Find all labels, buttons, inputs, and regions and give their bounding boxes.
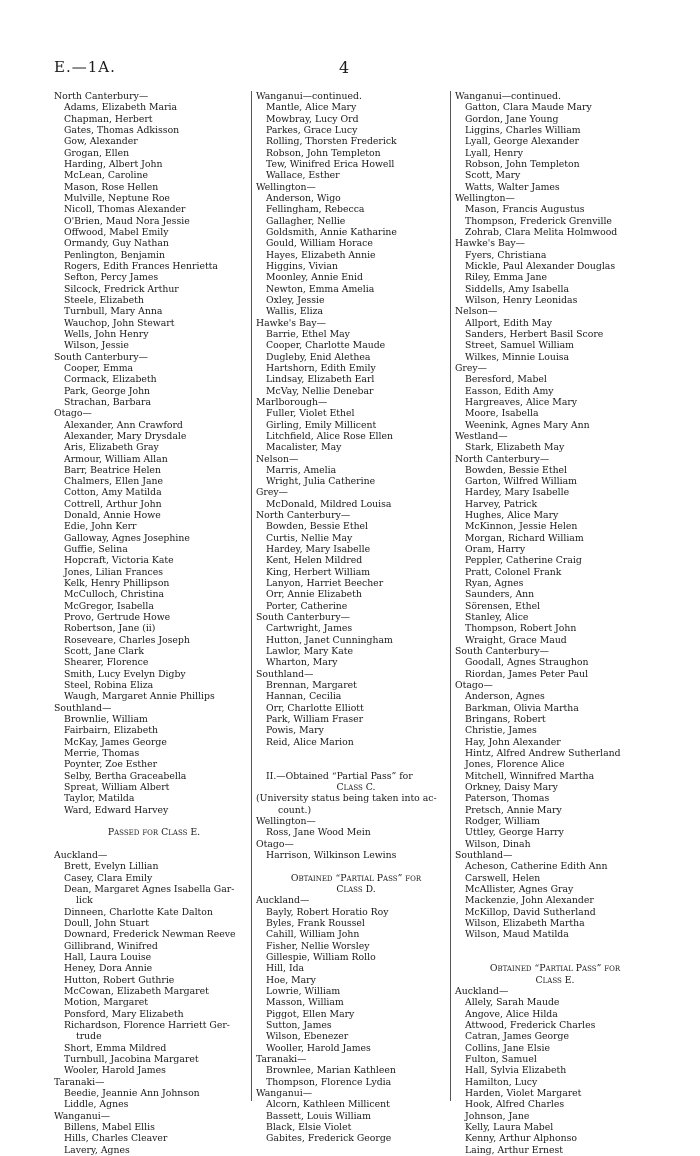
list-entry: Black, Elsie Violet <box>266 1121 352 1133</box>
list-entry: II.—Obtained “Partial Pass” for <box>266 770 413 782</box>
list-entry: Allely, Sarah Maude <box>465 997 560 1009</box>
list-entry: Beresford, Mabel <box>465 374 547 386</box>
list-entry: Watts, Walter James <box>465 181 560 193</box>
region-heading: South Canterbury— <box>256 612 350 624</box>
list-entry: Taylor, Matilda <box>64 793 135 805</box>
list-entry: Dugleby, Enid Alethea <box>266 351 371 363</box>
list-entry: Alexander, Mary Drysdale <box>64 430 187 442</box>
list-entry: Harden, Violet Margaret <box>465 1087 582 1099</box>
list-entry: Smith, Lucy Evelyn Digby <box>64 668 186 680</box>
list-entry: Thompson, Frederick Grenville <box>465 215 612 227</box>
region-heading: Otago— <box>455 680 493 692</box>
list-entry: Wilson, Elizabeth Martha <box>465 917 585 929</box>
list-entry: Peppler, Catherine Craig <box>465 555 582 567</box>
list-entry: Brownlie, William <box>64 714 148 726</box>
list-entry: Hutton, Robert Guthrie <box>64 974 175 986</box>
list-entry: Brownlee, Marian Kathleen <box>266 1065 396 1077</box>
region-heading: North Canterbury— <box>54 91 149 102</box>
list-entry: Silcock, Fredrick Arthur <box>64 283 179 295</box>
list-entry: Thompson, Florence Lydia <box>266 1076 392 1088</box>
list-entry: Brennan, Margaret <box>266 680 357 692</box>
list-entry: Sanders, Herbert Basil Score <box>465 328 604 340</box>
list-entry: Wooller, Harold James <box>266 1042 371 1054</box>
region-heading: Wanganui— <box>54 1110 111 1122</box>
list-entry: Hills, Charles Cleaver <box>64 1133 168 1145</box>
list-entry: King, Herbert William <box>266 566 371 578</box>
list-entry: Mitchell, Winnifred Martha <box>465 770 595 782</box>
list-entry: Piggot, Ellen Mary <box>266 1008 355 1020</box>
region-heading: South Canterbury— <box>455 646 549 658</box>
list-entry: McKillop, David Sutherland <box>465 906 596 918</box>
list-entry: Riordan, James Peter Paul <box>465 668 589 680</box>
list-entry: Downard, Frederick Newman Reeve <box>64 929 236 941</box>
section-heading: Obtained “Partial Pass” for <box>290 872 422 884</box>
region-heading: Taranaki— <box>54 1076 105 1088</box>
list-entry: Siddells, Amy Isabella <box>465 283 570 295</box>
region-heading: Southland— <box>256 668 314 680</box>
region-heading: Otago— <box>54 408 92 420</box>
list-entry: Chalmers, Ellen Jane <box>64 476 163 488</box>
list-entry: Steel, Robina Eliza <box>64 680 154 692</box>
list-entry: Orkney, Daisy Mary <box>465 782 558 794</box>
list-entry: Merrie, Thomas <box>64 748 140 760</box>
list-entry: Strachan, Barbara <box>64 396 152 408</box>
list-entry: Barkman, Olivia Martha <box>465 702 579 714</box>
list-entry: Gordon, Jane Young <box>465 113 559 125</box>
list-entry: Casey, Clara Emily <box>64 872 153 884</box>
list-entry: Anderson, Wigo <box>266 192 341 204</box>
list-entry: Shearer, Florence <box>64 657 149 669</box>
list-entry: Alexander, Ann Crawford <box>64 419 183 431</box>
list-entry: Mason, Francis Augustus <box>465 204 585 216</box>
list-entry: Wauchop, John Stewart <box>64 317 175 329</box>
list-entry: McVay, Nellie Denebar <box>266 385 374 397</box>
list-entry: O'Brien, Maud Nora Jessie <box>64 215 190 227</box>
list-entry: Ross, Jane Wood Mein <box>266 827 371 839</box>
column-middle <box>251 91 446 1145</box>
list-entry: Mickle, Paul Alexander Douglas <box>465 260 616 272</box>
list-entry: Cooper, Emma <box>64 362 134 374</box>
list-entry: Turnbull, Jacobina Margaret <box>64 1053 199 1065</box>
list-entry: Ryan, Agnes <box>465 578 524 590</box>
list-entry: Tew, Winifred Erica Howell <box>266 158 395 170</box>
list-entry: Sutton, James <box>266 1019 332 1031</box>
spacer <box>455 941 645 952</box>
list-entry: Park, William Fraser <box>266 714 364 726</box>
list-entry: Pratt, Colonel Frank <box>465 566 562 578</box>
list-entry: Harrison, Wilkinson Lewins <box>266 849 397 861</box>
list-entry-continuation: trude <box>76 1031 102 1043</box>
list-entry: Poynter, Zoe Esther <box>64 759 158 771</box>
list-entry: Selby, Bertha Graceabella <box>64 770 187 782</box>
list-entry: Richardson, Florence Harriett Ger- <box>64 1019 230 1031</box>
list-entry: Moore, Isabella <box>465 408 539 420</box>
list-entry: Donald, Annie Howe <box>64 510 161 522</box>
list-entry: Adams, Elizabeth Maria <box>64 102 178 114</box>
list-entry: Gabites, Frederick George <box>266 1133 392 1145</box>
list-entry: Turnbull, Mary Anna <box>64 306 163 318</box>
list-entry: Mantle, Alice Mary <box>266 102 357 114</box>
list-entry: Stark, Elizabeth May <box>465 442 565 454</box>
spacer <box>54 816 244 827</box>
list-entry: Mulville, Neptune Roe <box>64 192 170 204</box>
list-entry: Zohrab, Clara Melita Holmwood <box>465 226 618 238</box>
region-heading: Auckland— <box>256 895 310 907</box>
list-entry: Reid, Alice Marion <box>266 736 354 748</box>
list-entry: Wallace, Esther <box>266 170 340 182</box>
list-entry: Fulton, Samuel <box>465 1053 537 1065</box>
list-entry: Macalister, May <box>266 442 342 454</box>
section-heading: Class D. <box>336 883 376 895</box>
list-entry: Beedie, Jeannie Ann Johnson <box>64 1087 200 1099</box>
spacer <box>455 952 645 963</box>
list-entry: Stanley, Alice <box>465 612 529 624</box>
list-entry: McCowan, Elizabeth Margaret <box>64 985 209 997</box>
list-entry: Armour, William Allan <box>64 453 168 465</box>
list-entry: Wilson, Maud Matilda <box>465 929 569 941</box>
list-entry: McCulloch, Christina <box>64 589 165 601</box>
region-heading: Southland— <box>455 849 513 861</box>
list-entry: Fuller, Violet Ethel <box>266 408 355 420</box>
list-entry: Bayly, Robert Horatio Roy <box>266 906 389 918</box>
list-entry: Easson, Edith Amy <box>465 385 554 397</box>
list-entry: Oxley, Jessie <box>266 294 325 306</box>
list-entry: Edie, John Kerr <box>64 521 137 533</box>
list-entry: Wallis, Eliza <box>266 306 324 318</box>
list-entry: Robson, John Templeton <box>465 158 580 170</box>
list-entry: Hardey, Mary Isabelle <box>465 487 570 499</box>
list-entry: Harvey, Patrick <box>465 498 538 510</box>
spacer <box>54 839 244 850</box>
region-heading: South Canterbury— <box>54 351 148 363</box>
list-entry: Bowden, Bessie Ethel <box>266 521 369 533</box>
list-entry: Oram, Harry <box>465 544 526 556</box>
list-entry: Mowbray, Lucy Ord <box>266 113 359 125</box>
list-entry: Scott, Jane Clark <box>64 646 144 658</box>
list-entry: Sörensen, Ethel <box>465 600 541 612</box>
list-entry: Fellingham, Rebecca <box>266 204 365 216</box>
list-entry: Alcorn, Kathleen Millicent <box>266 1099 390 1111</box>
list-entry: Mason, Rose Hellen <box>64 181 159 193</box>
list-entry: Gillibrand, Winifred <box>64 940 158 952</box>
list-entry: Fisher, Nellie Worsley <box>266 940 370 952</box>
list-entry: Wilson, Dinah <box>465 838 531 850</box>
list-entry: Hartshorn, Edith Emily <box>266 362 376 374</box>
list-entry: Angove, Alice Hilda <box>465 1008 558 1020</box>
section-heading: Class E. <box>535 974 575 986</box>
list-entry: Barrie, Ethel May <box>266 328 350 340</box>
list-entry: Fairbairn, Elizabeth <box>64 725 158 737</box>
list-entry: Parkes, Grace Lucy <box>266 124 358 136</box>
list-entry: Guffie, Selina <box>64 544 128 556</box>
list-entry: Harding, Albert John <box>64 158 163 170</box>
list-entry: Hook, Alfred Charles <box>465 1099 565 1111</box>
list-entry: Acheson, Catherine Edith Ann <box>465 861 608 873</box>
column-left <box>54 91 244 1156</box>
list-entry: Lowrie, William <box>266 985 341 997</box>
list-entry: Brett, Evelyn Lillian <box>64 861 159 873</box>
list-entry: Steele, Elizabeth <box>64 294 144 306</box>
list-entry: Lyall, Henry <box>465 147 523 159</box>
list-entry: Litchfield, Alice Rose Ellen <box>266 430 393 442</box>
list-entry: Cartwright, James <box>266 623 353 635</box>
list-entry: Goodall, Agnes Straughon <box>465 657 589 669</box>
list-entry: McKay, James George <box>64 736 167 748</box>
list-entry: Garton, Wilfred William <box>465 476 577 488</box>
list-entry: Kenny, Arthur Alphonso <box>465 1133 577 1145</box>
document-reference: E.—1A. <box>54 58 116 76</box>
list-entry: Riley, Emma Jane <box>465 272 548 284</box>
page-number: 4 <box>339 58 350 77</box>
list-entry: Lawlor, Mary Kate <box>266 646 354 658</box>
list-entry: Sefton, Percy James <box>64 272 159 284</box>
list-entry: Wilson, Jessie <box>64 340 129 352</box>
spacer <box>256 748 446 759</box>
list-entry: Cooper, Charlotte Maude <box>266 340 386 352</box>
list-entry: Kelk, Henry Phillipson <box>64 578 170 590</box>
list-entry: Wharton, Mary <box>266 657 338 669</box>
list-entry: McKinnon, Jessie Helen <box>465 521 578 533</box>
list-entry: Nicoll, Thomas Alexander <box>64 204 186 216</box>
list-entry: McAllister, Agnes Gray <box>465 883 574 895</box>
list-entry: Mackenzie, John Alexander <box>465 895 594 907</box>
list-entry: Jones, Lilian Frances <box>64 566 163 578</box>
list-entry: Marris, Amelia <box>266 464 337 476</box>
list-entry: Hamilton, Lucy <box>465 1076 538 1088</box>
region-heading: North Canterbury— <box>455 453 550 465</box>
region-heading: Wanganui—continued. <box>256 91 362 102</box>
list-entry: Curtis, Nellie May <box>266 532 353 544</box>
list-entry: Wells, John Henry <box>64 328 149 340</box>
list-entry: Kent, Helen Mildred <box>266 555 363 567</box>
region-heading: Wellington— <box>256 181 316 193</box>
list-entry: Robertson, Jane (ii) <box>64 623 156 635</box>
list-entry: Anderson, Agnes <box>465 691 545 703</box>
list-entry: Penlington, Benjamin <box>64 249 165 261</box>
list-entry: Lindsay, Elizabeth Earl <box>266 374 375 386</box>
list-entry: Doull, John Stuart <box>64 917 149 929</box>
list-entry: Catran, James George <box>465 1031 570 1043</box>
region-heading: Taranaki— <box>256 1053 307 1065</box>
list-entry: Gates, Thomas Adkisson <box>64 124 180 136</box>
list-entry: Lyall, George Alexander <box>465 136 579 148</box>
list-entry: Waugh, Margaret Annie Phillips <box>64 691 215 703</box>
list-entry: Ward, Edward Harvey <box>64 804 169 816</box>
list-entry: Hintz, Alfred Andrew Sutherland <box>465 748 621 760</box>
spacer <box>256 861 446 872</box>
list-entry: Kelly, Laura Mabel <box>465 1121 554 1133</box>
list-entry: Hill, Ida <box>266 963 305 975</box>
region-heading: Wellington— <box>256 816 316 827</box>
list-entry: Cottrell, Arthur John <box>64 498 162 510</box>
list-entry: Carswell, Helen <box>465 872 541 884</box>
region-heading: Nelson— <box>256 453 299 465</box>
list-entry: Lavery, Agnes <box>64 1144 130 1156</box>
list-entry: Hardey, Mary Isabelle <box>266 544 371 556</box>
list-entry: Hughes, Alice Mary <box>465 510 559 522</box>
list-entry: Dean, Margaret Agnes Isabella Gar- <box>64 883 235 895</box>
list-entry: Hopcraft, Victoria Kate <box>64 555 174 567</box>
column-right <box>450 91 645 1156</box>
list-entry: Ormandy, Guy Nathan <box>64 238 169 250</box>
list-entry: Roseveare, Charles Joseph <box>64 634 190 646</box>
region-heading: Hawke's Bay— <box>455 238 525 250</box>
list-entry: Grogan, Ellen <box>64 147 130 159</box>
list-entry: Park, George John <box>64 385 151 397</box>
section-heading: Class C. <box>336 782 376 794</box>
spacer <box>256 759 446 770</box>
list-entry: Rogers, Edith Frances Henrietta <box>64 260 218 272</box>
list-entry: Chapman, Herbert <box>64 113 153 125</box>
list-entry: Rolling, Thorsten Frederick <box>266 136 397 148</box>
list-entry: Wraight, Grace Maud <box>465 634 567 646</box>
list-entry-continuation: lick <box>76 895 93 907</box>
list-entry: Street, Samuel William <box>465 340 574 352</box>
list-entry: Thompson, Robert John <box>465 623 577 635</box>
list-entry: Morgan, Richard William <box>465 532 584 544</box>
list-entry: Short, Emma Mildred <box>64 1042 167 1054</box>
list-entry: Hannan, Cecilia <box>266 691 342 703</box>
section-heading: Obtained “Partial Pass” for <box>489 963 621 975</box>
list-entry: Girling, Emily Millicent <box>266 419 377 431</box>
list-entry: Gould, William Horace <box>266 238 373 250</box>
list-entry: Higgins, Vivian <box>266 260 338 272</box>
list-entry: Newton, Emma Amelia <box>266 283 375 295</box>
list-entry: Bringans, Robert <box>465 714 546 726</box>
list-entry: Liggins, Charles William <box>465 124 581 136</box>
list-entry: Orr, Charlotte Elliott <box>266 702 364 714</box>
region-heading: Nelson— <box>455 306 498 318</box>
list-entry: Wright, Julia Catherine <box>266 476 376 488</box>
list-entry: Moonley, Annie Enid <box>266 272 363 284</box>
region-heading: Westland— <box>455 430 508 442</box>
list-entry: Wooler, Harold James <box>64 1065 166 1077</box>
list-entry: Ponsford, Mary Elizabeth <box>64 1008 184 1020</box>
list-entry: Hoe, Mary <box>266 974 316 986</box>
list-entry: Gallagher, Nellie <box>266 215 346 227</box>
list-entry: Bassett, Louis William <box>266 1110 371 1122</box>
page-header <box>54 58 654 80</box>
list-entry: Porter, Catherine <box>266 600 348 612</box>
list-entry: Spreat, William Albert <box>64 782 170 794</box>
list-entry: Wilkes, Minnie Louisa <box>465 351 570 363</box>
region-heading: Auckland— <box>455 985 509 997</box>
list-entry: Byles, Frank Roussel <box>266 917 365 929</box>
region-heading: Wanganui— <box>256 1087 313 1099</box>
region-heading: Southland— <box>54 702 112 714</box>
region-heading: Otago— <box>256 838 294 850</box>
list-entry: Powis, Mary <box>266 725 324 737</box>
list-entry: Barr, Beatrice Helen <box>64 464 161 476</box>
list-entry: Johnson, Jane <box>465 1110 530 1122</box>
list-entry: Scott, Mary <box>465 170 521 182</box>
list-entry: Gillespie, William Rollo <box>266 951 376 963</box>
list-entry: Cotton, Amy Matilda <box>64 487 162 499</box>
list-entry: Wilson, Henry Leonidas <box>465 294 578 306</box>
region-heading: Wellington— <box>455 192 515 204</box>
list-entry: Robson, John Templeton <box>266 147 381 159</box>
list-entry: Saunders, Ann <box>465 589 535 601</box>
list-entry: Offwood, Mabel Emily <box>64 226 169 238</box>
section-note: (University status being taken into ac- <box>256 793 437 805</box>
region-heading: Grey— <box>455 362 487 374</box>
list-entry: Goldsmith, Annie Katharine <box>266 226 397 238</box>
list-entry: Provo, Gertrude Howe <box>64 612 171 624</box>
list-entry: Wilson, Ebenezer <box>266 1031 349 1043</box>
list-entry: Hutton, Janet Cunningham <box>266 634 393 646</box>
list-entry: Weenink, Agnes Mary Ann <box>465 419 590 431</box>
list-entry: Hay, John Alexander <box>465 736 561 748</box>
region-heading: Wanganui—continued. <box>455 91 561 102</box>
list-entry: Gow, Alexander <box>64 136 138 148</box>
list-entry: Dinneen, Charlotte Kate Dalton <box>64 906 213 918</box>
region-heading: North Canterbury— <box>256 510 351 522</box>
list-entry: Attwood, Frederick Charles <box>465 1019 596 1031</box>
list-entry: Bowden, Bessie Ethel <box>465 464 568 476</box>
list-entry: McGregor, Isabella <box>64 600 154 612</box>
list-entry: Pretsch, Annie Mary <box>465 804 562 816</box>
list-entry: Heney, Dora Annie <box>64 963 153 975</box>
list-entry: Cahill, William John <box>266 929 360 941</box>
list-entry: Paterson, Thomas <box>465 793 550 805</box>
list-entry: Masson, William <box>266 997 344 1009</box>
region-heading: Grey— <box>256 487 288 499</box>
list-entry: Christie, James <box>465 725 537 737</box>
list-entry: Fyers, Christiana <box>465 249 547 261</box>
list-entry: Cormack, Elizabeth <box>64 374 157 386</box>
list-entry: McLean, Caroline <box>64 170 148 182</box>
list-entry: Hargreaves, Alice Mary <box>465 396 578 408</box>
list-entry: Collins, Jane Elsie <box>465 1042 551 1054</box>
list-entry: Gatton, Clara Maude Mary <box>465 102 592 114</box>
region-heading: Auckland— <box>54 849 108 861</box>
list-entry: Lanyon, Harriet Beecher <box>266 578 384 590</box>
region-heading: Marlborough— <box>256 396 328 408</box>
list-entry: Hall, Laura Louise <box>64 951 152 963</box>
list-entry: Liddle, Agnes <box>64 1099 129 1111</box>
list-entry: Billens, Mabel Ellis <box>64 1121 155 1133</box>
list-entry: Allport, Edith May <box>465 317 553 329</box>
list-entry: Hall, Sylvia Elizabeth <box>465 1065 567 1077</box>
list-entry: Rodger, William <box>465 816 540 827</box>
list-entry: Galloway, Agnes Josephine <box>64 532 190 544</box>
section-heading: Passed for Class E. <box>107 827 201 839</box>
list-entry: McDonald, Mildred Louisa <box>266 498 392 510</box>
list-entry: Laing, Arthur Ernest <box>465 1144 564 1156</box>
list-entry: Hayes, Elizabeth Annie <box>266 249 376 261</box>
list-entry: Uttley, George Harry <box>465 827 564 839</box>
list-entry: Aris, Elizabeth Gray <box>64 442 159 454</box>
region-heading: Hawke's Bay— <box>256 317 326 329</box>
list-entry: Motion, Margaret <box>64 997 149 1009</box>
list-entry: Jones, Florence Alice <box>465 759 565 771</box>
list-entry: Orr, Annie Elizabeth <box>266 589 362 601</box>
list-entry-continuation: count.) <box>278 804 312 816</box>
